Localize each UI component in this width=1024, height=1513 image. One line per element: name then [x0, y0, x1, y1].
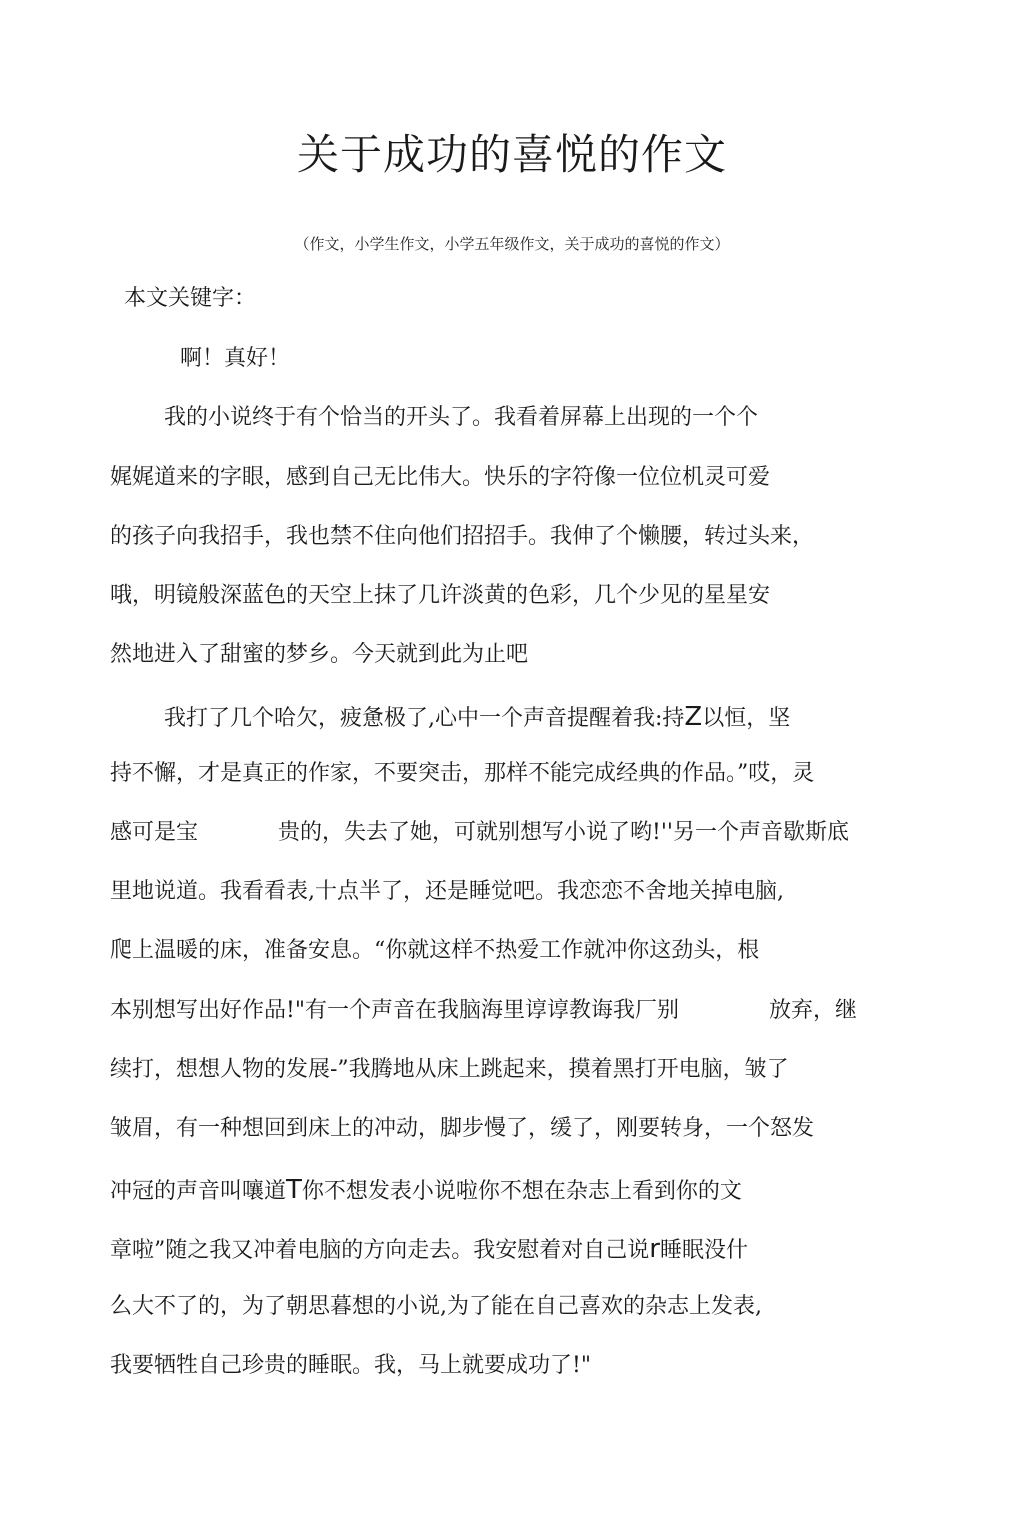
paragraph-line: [164, 702, 790, 733]
line-segment: 贵的，失去了她，可就别想写小说了哟!''另一个声音歇斯底: [278, 820, 849, 845]
paragraph-line: 娓娓道来的字眼，感到自己无比伟大。快乐的字符像一位位机灵可爱: [110, 465, 771, 490]
document-tags: （作文，小学生作文，小学五年级作文，关于成功的喜悦的作文）: [294, 235, 730, 253]
paragraph-line: [110, 1175, 742, 1206]
line-segment: 睡眠没什: [659, 1238, 748, 1263]
paragraph-line: 我要牺牲自己珍贵的睡眠。我，马上就要成功了!": [110, 1353, 591, 1378]
paragraph-line: 么大不了的，为了朝思暮想的小说,为了能在自己喜欢的杂志上发表,: [110, 1294, 762, 1319]
line-segment: 以恒，坚: [702, 706, 791, 731]
paragraph-line: 爬上温暖的床，准备安息。“你就这样不热爱工作就冲你这劲头，根: [110, 938, 760, 963]
paragraph-line: 我的小说终于有个恰当的开头了。我看着屏幕上出现的一个个: [164, 405, 759, 430]
line-segment: 你不想发表小说啦你不想在杂志上看到你的文: [301, 1179, 742, 1204]
paragraph-line: 然地进入了甜蜜的梦乡。今天就到此为止吧: [110, 642, 529, 667]
line-segment: 本别想写出好作品!"有一个声音在我脑海里谆谆教诲我厂别: [110, 998, 679, 1023]
document-title: 关于成功的喜悦的作文: [296, 130, 727, 179]
line-segment: 我打了几个哈欠，疲惫极了,心中一个声音提醒着我:持: [164, 706, 685, 731]
paragraph-line: 的孩子向我招手，我也禁不住向他们招招手。我伸了个懒腰，转过头来，: [110, 524, 815, 549]
paragraph-line: [110, 820, 849, 846]
paragraph-line: [110, 998, 857, 1024]
line-segment: 章啦”随之我又冲着电脑的方向走去。我安慰着对自己说: [110, 1238, 650, 1263]
line-segment: 放弃，继: [768, 998, 857, 1023]
paragraph-line: 皱眉，有一种想回到床上的冲动，脚步慢了，缓了，刚要转身，一个怒发: [110, 1116, 815, 1141]
line-segment: 冲冠的声音叫嚷道: [110, 1179, 287, 1204]
paragraph-line: 里地说道。我看看表,十点半了，还是睡觉吧。我恋恋不舍地关掉电脑,: [110, 879, 784, 904]
keyword-label: 本文关键字：: [124, 286, 257, 311]
paragraph-line: 持不懈，才是真正的作家，不要突击，那样不能完成经典的作品。”哎，灵: [110, 761, 815, 786]
paragraph-line: 哦，明镜般深蓝色的天空上抹了几许淡黄的色彩，几个少见的星星安: [110, 583, 771, 608]
glyph-r: r: [649, 1234, 660, 1264]
line-segment: 感可是宝: [110, 820, 199, 845]
glyph-z: Z: [684, 702, 703, 732]
paragraph-line: 续打，想想人物的发展-”我腾地从床上跳起来，摸着黑打开电脑，皱了: [110, 1057, 789, 1082]
paragraph-line: [110, 1234, 748, 1265]
glyph-t: T: [286, 1175, 302, 1205]
paragraph-line: 啊！真好！: [180, 346, 291, 371]
